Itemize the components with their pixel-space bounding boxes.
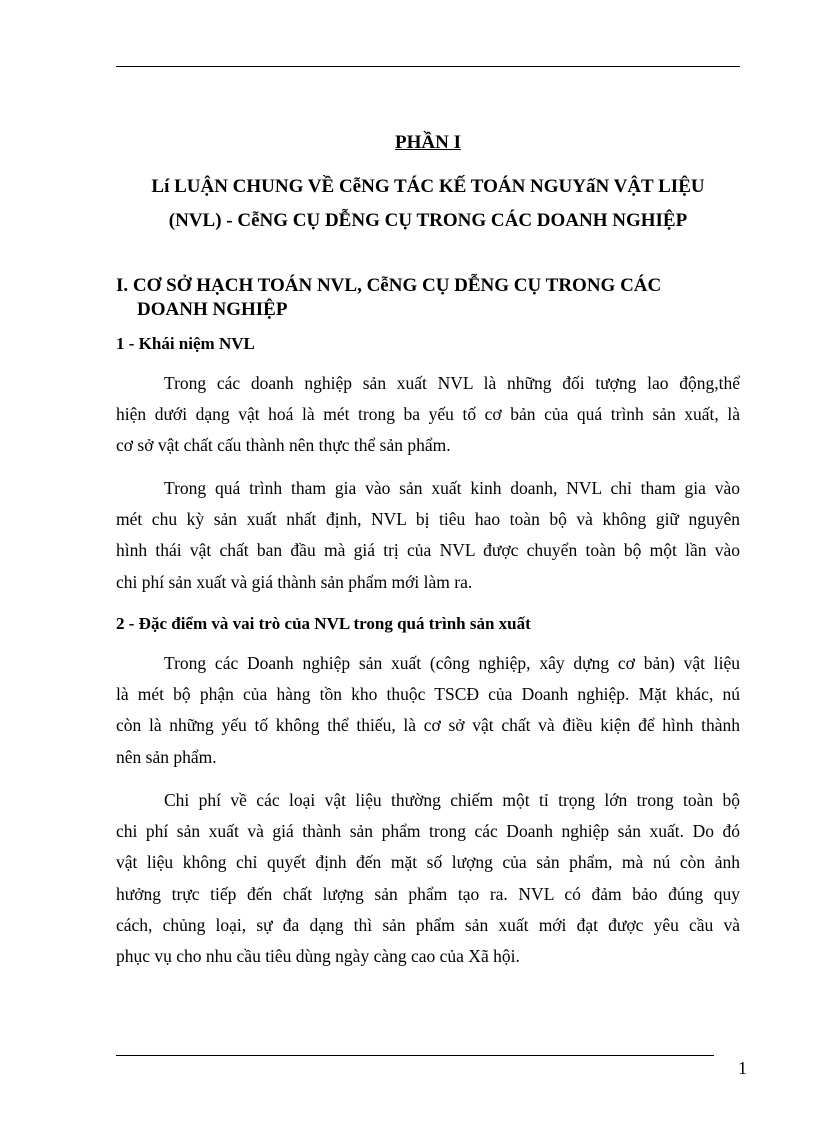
chapter-title-line2: (NVL) - CễNG CỤ DỄNG CỤ TRONG CÁC DOANH NGHIỆP (168, 210, 688, 231)
paragraph-line: vật liệu không chỉ quyết định đến mặt số lượng của sản phẩm, mà nú còn ảnh (116, 852, 740, 873)
paragraph-line: nên sản phẩm. (116, 746, 217, 767)
paragraph-line: mét chu kỳ sản xuất nhất định, NVL bị tiêu hao toàn bộ và không giữ nguyên (116, 509, 740, 530)
subheading-characteristics: 2 - Đặc điểm và vai trò của NVL trong quá trình sản xuất (116, 614, 531, 633)
page-number: 1 (738, 1058, 747, 1078)
paragraph-line: cơ sở vật chất cấu thành nên thực thể sản phẩm. (116, 435, 451, 456)
paragraph-2 (116, 473, 740, 598)
chapter-title-line1: Lí LUẬN CHUNG VỀ CễNG TÁC KẾ TOÁN NGUYấN VẬT LIỆU (151, 176, 705, 197)
paragraph-line: Trong các Doanh nghiệp sản xuất (công nghiệp, xây dựng cơ bản) vật liệu (164, 653, 740, 673)
paragraph-line: là mét bộ phận của hàng tồn kho thuộc TSCĐ của Doanh nghiệp. Mặt khác, nú (116, 684, 740, 705)
section-heading (116, 274, 756, 322)
paragraph-line: chi phí sản xuất và giá thành sản phẩm trong các Doanh nghiệp sản xuất. Do đó (116, 821, 740, 842)
paragraph-1 (116, 368, 740, 462)
paragraph-4 (116, 785, 740, 972)
footer-rule (116, 1055, 714, 1056)
paragraph-line: Trong quá trình tham gia vào sản xuất kinh doanh, NVL chỉ tham gia vào (164, 478, 740, 498)
section-heading-line2: DOANH NGHIỆP (137, 299, 288, 320)
header-rule (116, 66, 740, 67)
paragraph-line: hiện dưới dạng vật hoá là mét trong ba yếu tố cơ bản của quá trình sản xuất, là (116, 404, 740, 425)
paragraph-line: hưởng trực tiếp đến chất lượng sản phẩm tạo ra. NVL có đảm bảo đúng quy (116, 883, 740, 904)
paragraph-line: Trong các doanh nghiệp sản xuất NVL là những đối tượng lao động,thể (164, 373, 740, 393)
part-title: PHẦN I (395, 132, 461, 153)
paragraph-line: chi phí sản xuất và giá thành sản phẩm mới làm ra. (116, 571, 473, 592)
chapter-title (116, 170, 740, 238)
paragraph-line: phục vụ cho nhu cầu tiêu dùng ngày càng cao của Xã hội. (116, 946, 520, 967)
subheading-concept: 1 - Khái niệm NVL (116, 334, 255, 353)
paragraph-line: hình thái vật chất ban đầu mà giá trị của NVL được chuyển toàn bộ một lần vào (116, 540, 740, 561)
paragraph-line: cách, chủng loại, sự đa dạng thì sản phẩm sản xuất mới đạt được yêu cầu và (116, 914, 740, 935)
paragraph-3 (116, 648, 740, 773)
paragraph-line: Chi phí về các loại vật liệu thường chiếm một tỉ trọng lớn trong toàn bộ (164, 790, 740, 810)
section-heading-line1: I. CƠ SỞ HẠCH TOÁN NVL, CễNG CỤ DỄNG CỤ TRONG CÁC (116, 275, 662, 296)
paragraph-line: còn là những yếu tố không thể thiếu, là cơ sở vật chất và điều kiện để hình thành (116, 715, 740, 736)
